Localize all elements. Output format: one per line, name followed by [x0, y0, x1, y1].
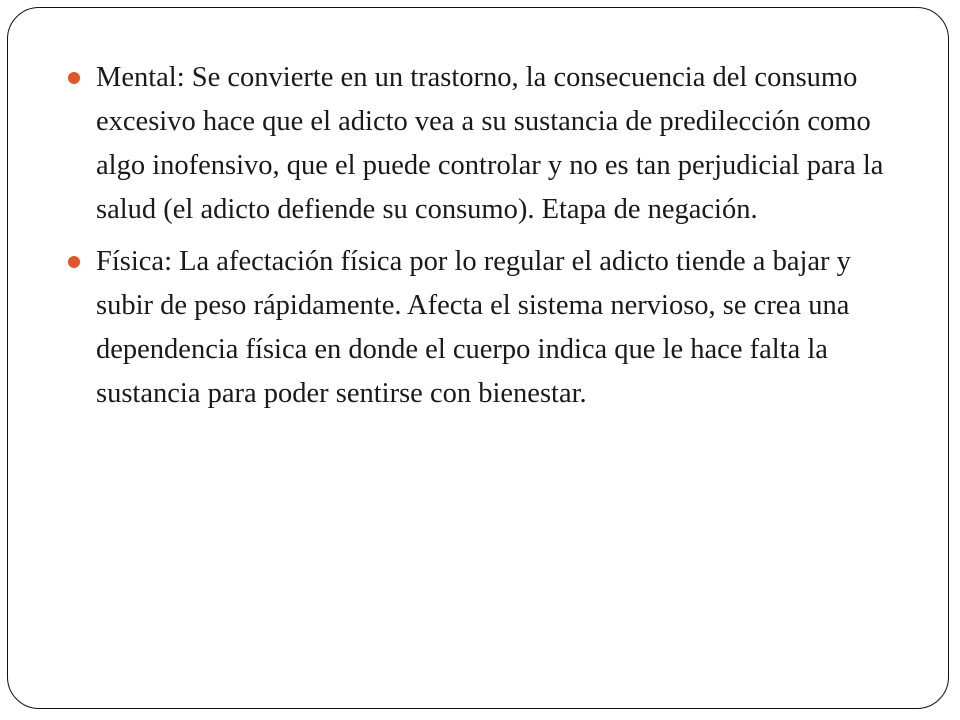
bullet-text-fisica: Física: La afectación física por lo regular el adicto tiende a bajar y subir de peso rápidamente. Afecta el sistema nervioso, se crea una dependencia física en donde el cuerpo indica que le hace falta la sustancia para poder sentirse con bienestar.: [96, 246, 851, 409]
bullet-text-mental: Mental: Se convierte en un trastorno, la consecuencia del consumo excesivo hace que el adicto vea a su sustancia de predilección como algo inofensivo, que el puede controlar y no es tan perjudicial para la salud (el adicto defiende su consumo). Etapa de negación.: [96, 62, 884, 225]
slide-frame: [7, 7, 949, 709]
bullet-list: [68, 56, 908, 424]
bullet-item-fisica: [68, 240, 908, 416]
bullet-icon: [68, 256, 80, 268]
bullet-icon: [68, 72, 80, 84]
bullet-item-mental: [68, 56, 908, 232]
